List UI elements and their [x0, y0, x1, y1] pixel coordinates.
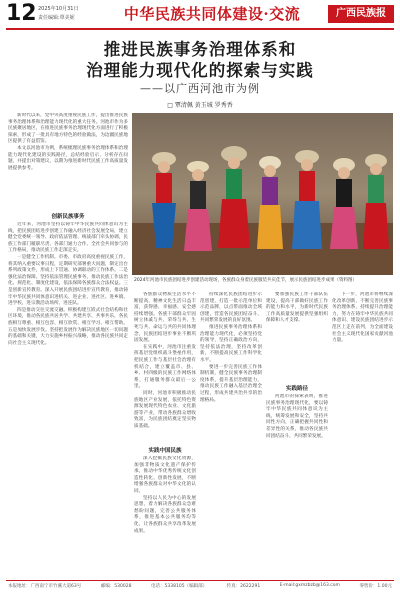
footer — [8, 583, 392, 589]
footer-email: E-mail:gxmzbzb@163.com — [279, 583, 340, 588]
section-head-3: 实践路径 — [285, 386, 308, 392]
byline: □ 覃清佩 黄玉城 罗秀香 — [167, 102, 233, 109]
footer-fax: 传真：2622291 — [226, 584, 261, 589]
section-head-2: 实践中国民族 — [148, 448, 182, 454]
section-head-1: 创新民族事务 — [51, 214, 85, 220]
paragraph: 同时，河池市积极推动民族地区产业发展，依托特色资源发展现代特色农业、文化旅游等产业，带动各族群众增收致富，为民族团结奠定坚实物质基础。 — [134, 390, 196, 429]
headline-line-1: 推进民族事务治理体系和 — [103, 40, 297, 59]
footer-price: 零售价：1.00元 — [359, 584, 392, 589]
column-4 — [266, 292, 328, 380]
masthead — [0, 0, 400, 30]
column-5 — [332, 292, 393, 574]
footer-address: 本报地址：广西南宁市竹溪大道63号 — [8, 584, 82, 589]
paragraph: 四是推动交往交流交融。积极构建互嵌式社会结构和社区环境，推动各民族共居共学、共建共享、共事共乐，各民族相互尊重、相互包容、相互欣赏、相互学习、相互帮助。五是加快发展步伐。坚持把发展作为解决民族地区一切问题的基础和关键，大力实施乡村振兴战略，推动各民族共同走向社会主义现代化。 — [8, 307, 128, 346]
editor-credit: 责任编辑:覃美妮 — [38, 15, 75, 21]
photo-illustration — [132, 113, 393, 275]
paragraph: 要进一步完善民族工作体制机制，健全民族事务治理制度体系，提升基层治理能力，推动民族工作融入基层治理全过程，形成共建共治共享的治理格局。 — [200, 364, 262, 403]
masthead-rule — [6, 28, 394, 30]
footer-phone: 电话：5338105（编辑部） — [151, 584, 208, 589]
paragraph: 各族群众物质生活水平不断提高，精神文化生活日益丰富，获得感、幸福感、安全感持续增强。各族干部群众牢固树立休戚与共、荣辱与共、生死与共、命运与共的共同体理念，民族团结进步事业不断巩固发展。 — [134, 292, 196, 344]
section-title: 中华民族共同体建设·交流 — [123, 5, 301, 23]
column-1 — [8, 222, 128, 574]
column-2b — [134, 456, 196, 574]
column-4b — [266, 394, 328, 574]
paragraph: 在实践中，河池市注重发挥基层党组织战斗堡垒作用，把民族工作与基层社会治理有机结合，建立覆盖市、县、乡、村四级的民族工作网络体系，打通服务群众最后一公里。 — [134, 344, 196, 390]
photo-caption: 2024年河池市民族团结进步创建活动现场，各族群众身着民族服装共庆佳节，展示民族团结进步成果（资料图） — [134, 278, 357, 283]
paragraph: 近年来，河池市坚持以铸牢中华民族共同体意识为主线，把民族团结进步创建工作融入经济社会发展全局，建立健全党委统一领导、政府依法管理、统战部门牵头协调、民族工作部门履职尽责、各部门通力合作、全社会共同参与的工作格局，推动民族工作走深走实。 — [8, 222, 128, 254]
paragraph: 本文以河池市为例，系统梳理民族事务治理体系和治理能力现代化建设的实践路径，总结经验启示，分析存在问题，并提出对策建议，以期为推进新时代民族工作高质量发展提供参考。 — [8, 145, 128, 171]
issue-date: 2025年10月31日 — [38, 6, 79, 12]
headline-line-2: 治理能力现代化的探索与实践 — [86, 61, 314, 80]
paragraph: 河池市的探索表明，推进民族事务治理现代化，要以铸牢中华民族共同体意识为主线，统筹发展和安全，坚持共同性方向，正确把握共同性和差异性的关系，推动各民族共同团结奋斗、共同繁荣发展。 — [266, 394, 328, 439]
intro-column — [8, 113, 128, 208]
paragraph: 要加强民族工作干部队伍建设，提高干部做好民族工作的能力和水平，为新时代民族工作高质量发展提供坚强组织保障和人才支撑。 — [266, 292, 328, 324]
footer-rule — [6, 580, 394, 581]
article-subtitle: ——以广西河池市为例 — [140, 82, 260, 95]
paragraph: 深入挖掘民族文化资源，加强非物质文化遗产保护传承，推动中华优秀传统文化创造性转化、创新性发展，不断增强各族群众对中华文化的认同。 — [134, 456, 196, 494]
paragraph: 坚持以人民为中心的发展思想，着力解决各族群众急难愁盼问题，完善公共服务体系，推进基本公共服务均等化，让各族群众共享改革发展成果。 — [134, 495, 196, 534]
paragraph: 持续深化民族团结进步示范创建，打造一批示范单位和示范品牌，以点带面推动全域创建，营造各民族团结奋斗、共同繁荣发展的良好氛围。 — [200, 292, 262, 324]
paper-name-badge: 广西民族报 — [328, 5, 394, 23]
page-number: 12 — [6, 1, 37, 26]
footer-postcode: 邮编：530028 — [100, 584, 132, 589]
paragraph: 下一步，河池市将继续深化改革创新，不断完善民族事务治理体系，持续提升治理能力，努力在铸牢中华民族共同体意识、建设民族团结进步示范区上走在前列，为全面建设社会主义现代化国家贡献河池力量。 — [332, 292, 393, 344]
paragraph: 新时代以来，党中央高度重视民族工作，提出推进民族事务治理体系和治理能力现代化的重大任务。河池市作为多民族聚居地区，在推进民族事务治理现代化方面进行了积极探索，形成了一批具有地方特色的经验做法，为边疆民族地区提供了有益借鉴。 — [8, 113, 128, 145]
festival-photo — [132, 113, 393, 275]
paragraph: 一是健全工作机制。市委、市政府高度重视民族工作，将其纳入重要议事日程，定期研究部署重大问题，制定出台系列政策文件，形成上下贯通、协调联动的工作体系。二是强化法治保障。坚持依法管理民族事务，推动民族工作法治化、规范化、制度化建设，依法保障各族群众合法权益。三是创新宣传教育。深入开展民族团结进步宣传教育，推动铸牢中华民族共同体意识进机关、进企业、进社区、进乡镇、进学校、进宗教活动场所、进连队。 — [8, 254, 128, 307]
paragraph: 推进民族事务治理体系和治理能力现代化，必须坚持党的领导，坚持正确政治方向，坚持依法治理，坚持改革创新，不断提高民族工作科学化水平。 — [200, 324, 262, 363]
column-2 — [134, 292, 196, 442]
column-3 — [200, 292, 262, 574]
